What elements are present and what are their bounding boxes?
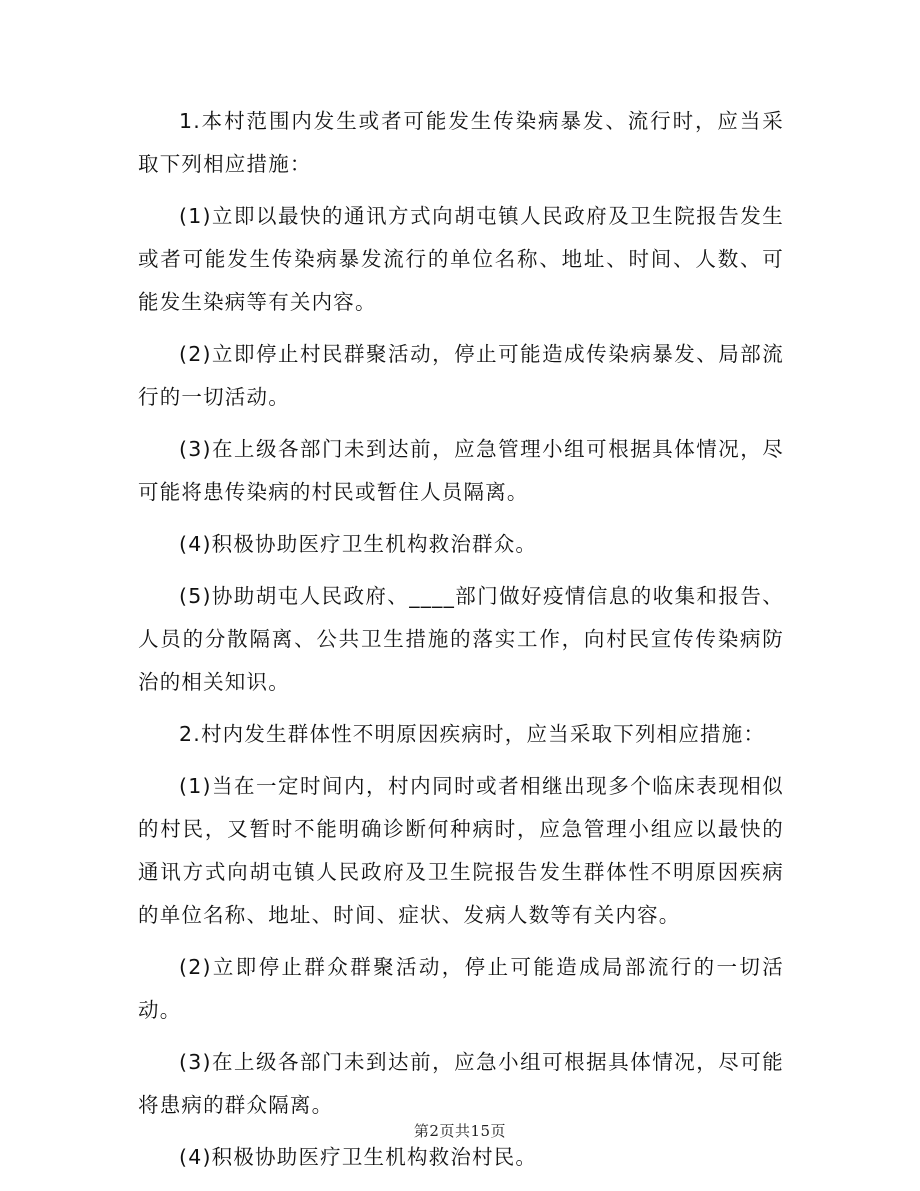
page-number: 第2页共15页 <box>413 1122 507 1140</box>
paragraph-1-item-1: (1)立即以最快的通讯方式向胡屯镇人民政府及卫生院报告发生或者可能发生传染病暴发流行的单位名称、地址、时间、人数、可能发生染病等有关内容。 <box>138 204 784 314</box>
paragraph-2-item-2: (2)立即停止群众群聚活动，停止可能造成局部流行的一切活动。 <box>138 955 784 1022</box>
paragraph-2: 2.村内发生群体性不明原因疾病时，应当采取下列相应措施： <box>179 722 766 746</box>
paragraph-1: 1.本村范围内发生或者可能发生传染病暴发、流行时，应当采取下列相应措施： <box>138 109 784 176</box>
paragraph-1-item-2: (2)立即停止村民群聚活动，停止可能造成传染病暴发、局部流行的一切活动。 <box>138 342 784 409</box>
paragraph-2-item-1: (1)当在一定时间内，村内同时或者相继出现多个临床表现相似的村民，又暂时不能明确诊断何种病时，应急管理小组应以最快的通讯方式向胡屯镇人民政府及卫生院报告发生群体性不明原因疾病的单位名称、地址、时间、症状、发病人数等有关内容。 <box>138 774 784 927</box>
document-body <box>138 100 784 1188</box>
paragraph-1-item-3: (3)在上级各部门未到达前，应急管理小组可根据具体情况，尽可能将患传染病的村民或暂住人员隔离。 <box>138 437 784 504</box>
paragraph-1-item-5: (5)协助胡屯人民政府、____部门做好疫情信息的收集和报告、人员的分散隔离、公共卫生措施的落实工作，向村民宣传传染病防治的相关知识。 <box>138 584 784 694</box>
paragraph-1-item-4: (4)积极协助医疗卫生机构救治群众。 <box>179 532 538 556</box>
paragraph-2-item-3: (3)在上级各部门未到达前，应急小组可根据具体情况，尽可能将患病的群众隔离。 <box>138 1050 784 1117</box>
paragraph-2-item-4: (4)积极协助医疗卫生机构救治村民。 <box>179 1145 538 1169</box>
